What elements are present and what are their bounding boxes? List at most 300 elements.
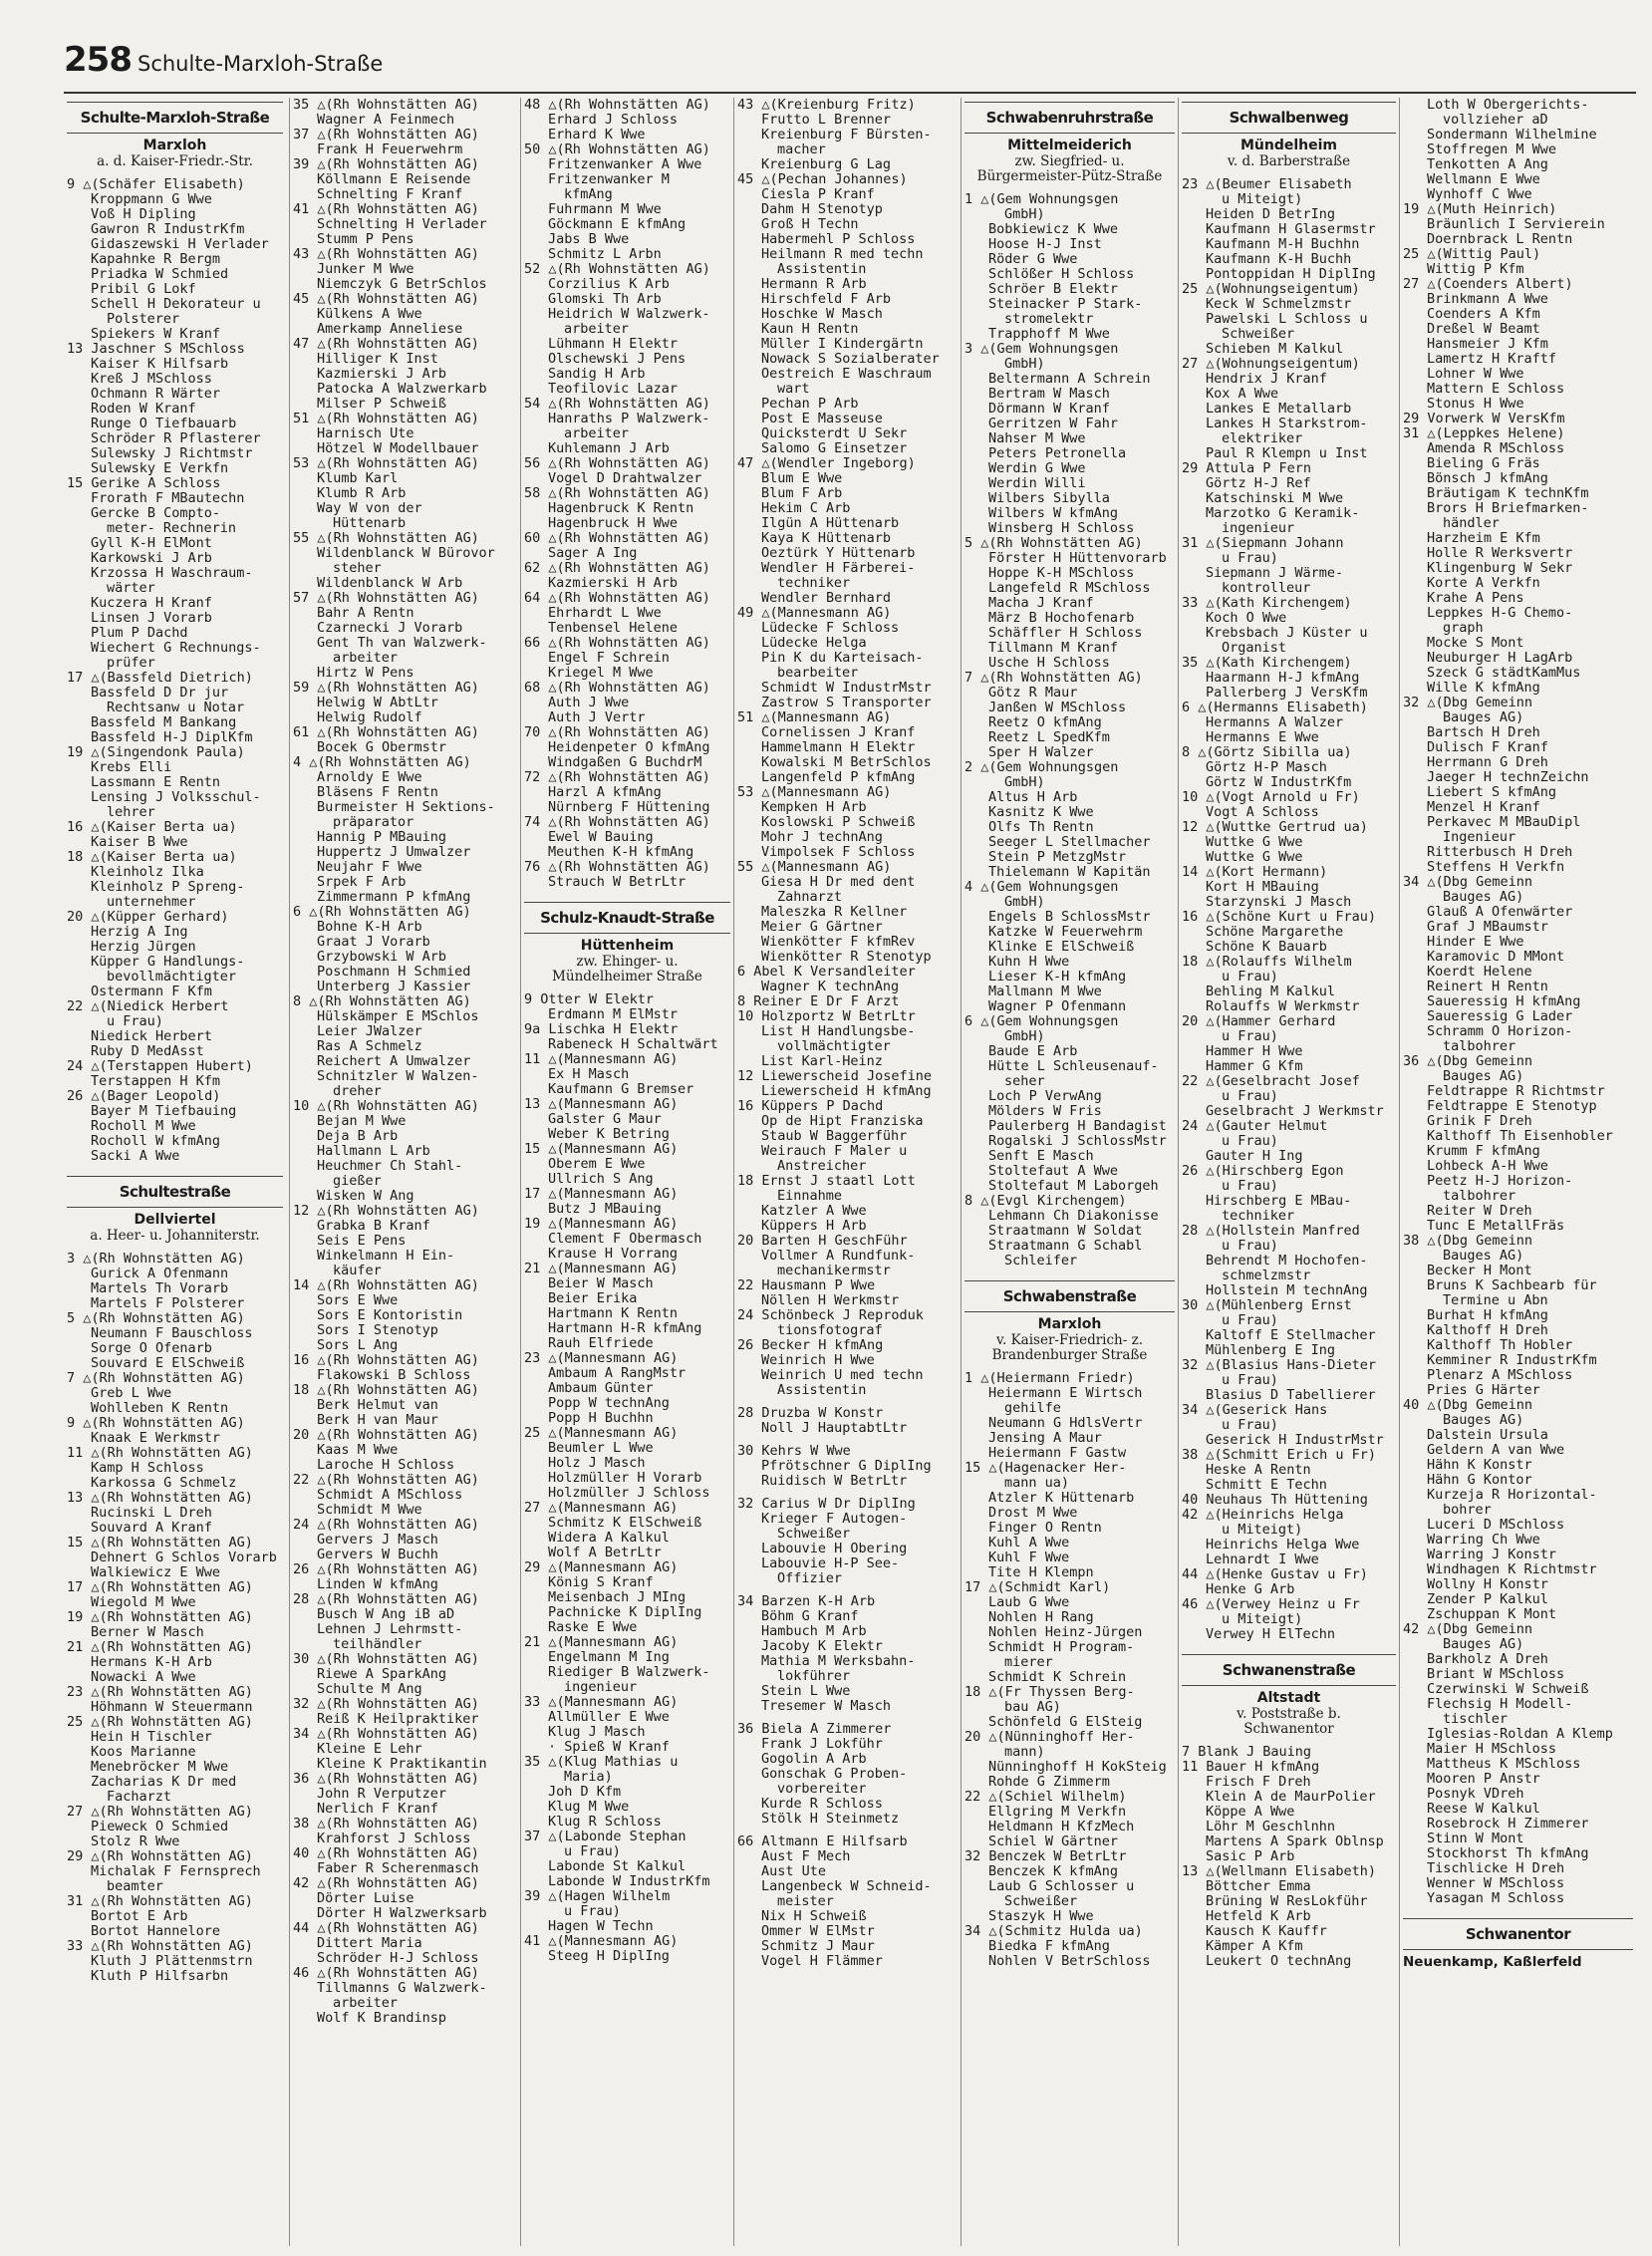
resident-entry: gießer: [333, 1174, 382, 1189]
resident-entry: Klinke E ElSchweiß: [988, 940, 1135, 955]
resident-entry: Katzke W Feuerwehrm: [988, 925, 1143, 940]
column-6: [1178, 98, 1399, 2246]
resident-entry: Runge O Tiefbauarb: [91, 417, 237, 431]
house-entry: 31 △(Leppkes Helene): [1403, 426, 1565, 441]
resident-entry: Haarmann H-J kfmAng: [1206, 671, 1360, 686]
resident-entry: Corzilius K Arb: [548, 277, 670, 292]
house-entry: 8 △(Evgl Kirchengem): [964, 1194, 1127, 1209]
house-entry: 36 △(Rh Wohnstätten AG): [293, 1772, 479, 1787]
resident-entry: Neujahr F Wwe: [317, 860, 422, 875]
house-entry: 55 △(Rh Wohnstätten AG): [293, 531, 479, 546]
resident-entry: Wittig P Kfm: [1427, 262, 1524, 277]
resident-entry: u Frau): [1222, 1373, 1278, 1388]
resident-entry: Wienkötter F kfmRev: [761, 935, 916, 950]
resident-entry: Hötzel W Modellbauer: [317, 441, 479, 456]
resident-entry: Kreß J MSchloss: [91, 372, 212, 387]
house-entry: 47 △(Wendler Ingeborg): [737, 456, 916, 471]
resident-entry: Altus H Arb: [988, 790, 1078, 805]
resident-entry: graph: [1443, 621, 1484, 636]
resident-entry: GmbH): [1004, 895, 1045, 910]
house-entry: 11 Bauer H kfmAng: [1182, 1760, 1320, 1775]
resident-entry: Mooren P Anstr: [1427, 1772, 1540, 1787]
resident-entry: Harzheim E Kfm: [1427, 531, 1540, 546]
resident-entry: Götz R Maur: [988, 686, 1078, 701]
resident-entry: Beltermann A Schrein: [988, 372, 1151, 387]
resident-entry: Grzybowski W Arb: [317, 950, 447, 965]
resident-entry: Poschmann H Schmied: [317, 965, 471, 980]
resident-entry: März B Hochofenarb: [988, 611, 1135, 626]
house-entry: 72 △(Rh Wohnstätten AG): [524, 770, 710, 785]
resident-entry: Grinik F Dreh: [1427, 1114, 1532, 1129]
resident-entry: Martels F Polsterer: [91, 1296, 245, 1311]
resident-entry: Thielemann W Kapitän: [988, 865, 1151, 880]
resident-entry: Helwig Rudolf: [317, 710, 422, 725]
resident-entry: Krebsbach J Küster u: [1206, 626, 1368, 641]
house-entry: 44 △(Rh Wohnstätten AG): [293, 1921, 479, 1936]
house-entry: 35 △(Kath Kirchengem): [1182, 656, 1352, 671]
house-entry: 41 △(Rh Wohnstätten AG): [293, 202, 479, 217]
resident-entry: GmbH): [1004, 207, 1045, 222]
district-name: Mittelmeiderich: [1007, 138, 1132, 153]
resident-entry: Heiermann F Gastw: [988, 1446, 1127, 1461]
street-location: Brandenburger Straße: [991, 1347, 1148, 1363]
resident-entry: bevollmächtigter: [107, 970, 237, 985]
resident-entry: Kroppmann G Wwe: [91, 192, 212, 207]
resident-entry: Dehnert G Schlos Vorarb: [91, 1551, 277, 1565]
resident-entry: Wellmann E Wwe: [1427, 172, 1540, 187]
resident-entry: talbohrer: [1443, 1189, 1516, 1204]
resident-entry: u Frau): [564, 1904, 621, 1919]
resident-entry: Deja B Arb: [317, 1129, 399, 1144]
column-7: [1399, 98, 1636, 2246]
resident-entry: Coenders A Kfm: [1427, 307, 1540, 322]
resident-entry: Kleinholz P Spreng-: [91, 880, 245, 895]
resident-entry: Biedka F kfmAng: [988, 1939, 1110, 1954]
resident-entry: Hirschberg E MBau-: [1206, 1194, 1352, 1209]
resident-entry: Starzynski J Masch: [1206, 895, 1352, 910]
resident-entry: Joh D Kfm: [548, 1785, 622, 1800]
resident-entry: Ewel W Bauing: [548, 830, 654, 845]
house-entry: 28 △(Hollstein Manfred: [1182, 1224, 1360, 1239]
resident-entry: List H Handlungsbe-: [761, 1024, 916, 1039]
resident-entry: Lühmann H Elektr: [548, 337, 679, 352]
house-entry: 33 △(Rh Wohnstätten AG): [67, 1939, 253, 1954]
house-entry: 54 △(Rh Wohnstätten AG): [524, 397, 710, 412]
resident-entry: Rolauffs W Werkmstr: [1206, 999, 1360, 1014]
resident-entry: Hagenbruck K Rentn: [548, 501, 694, 516]
house-entry: 20 △(Hammer Gerhard: [1182, 1014, 1336, 1029]
house-entry: 16 △(Schöne Kurt u Frau): [1182, 910, 1377, 925]
resident-entry: Laub G Wwe: [988, 1595, 1070, 1610]
house-entry: 7 △(Rh Wohnstätten AG): [964, 671, 1143, 686]
resident-entry: Unterberg J Kassier: [317, 980, 471, 994]
house-entry: 12 △(Wuttke Gertrud ua): [1182, 820, 1368, 835]
resident-entry: Schmidt H Program-: [988, 1640, 1135, 1655]
house-entry: 9 Otter W Elektr: [524, 992, 655, 1007]
house-entry: 24 △(Gauter Helmut: [1182, 1119, 1328, 1134]
column-4: [733, 98, 961, 2246]
resident-entry: Anstreicher: [777, 1159, 867, 1174]
resident-entry: Kaiser B Wwe: [91, 835, 188, 850]
resident-entry: Röder G Wwe: [988, 252, 1078, 267]
resident-entry: Karkossa G Schmelz: [91, 1476, 237, 1491]
resident-entry: Harnisch Ute: [317, 426, 414, 441]
house-entry: 23 △(Beumer Elisabeth: [1182, 177, 1352, 192]
resident-entry: Flakowski B Schloss: [317, 1368, 471, 1383]
resident-entry: Popp W technAng: [548, 1396, 670, 1411]
resident-entry: GmbH): [1004, 357, 1045, 372]
resident-entry: Atzler K Hüttenarb: [988, 1491, 1135, 1506]
resident-entry: händler: [1443, 516, 1500, 531]
resident-entry: Schöne Margarethe: [1206, 925, 1344, 940]
spacer: [964, 184, 1175, 192]
resident-entry: Sager A Ing: [548, 546, 638, 561]
house-entry: 18 Ernst J staatl Lott: [737, 1174, 916, 1189]
resident-entry: GmbH): [1004, 1029, 1045, 1044]
house-entry: 4 △(Rh Wohnstätten AG): [293, 755, 471, 770]
house-entry: 6 △(Gem Wohnungsgen: [964, 1014, 1119, 1029]
resident-entry: Pallerberg J VersKfm: [1206, 686, 1368, 701]
resident-entry: Nix H Schweiß: [761, 1909, 867, 1924]
house-entry: 42 △(Dbg Gemeinn: [1403, 1622, 1533, 1637]
resident-entry: Langefeld R MSchloss: [988, 581, 1151, 596]
column-5: [961, 98, 1178, 2246]
resident-entry: Kreienburg G Lag: [761, 157, 892, 172]
house-entry: 51 △(Rh Wohnstätten AG): [293, 412, 479, 426]
resident-entry: Menebröcker M Wwe: [91, 1760, 229, 1775]
house-entry: 74 △(Rh Wohnstätten AG): [524, 815, 710, 830]
resident-entry: Wagner A Feinmech: [317, 113, 455, 128]
resident-entry: Burhat H kfmAng: [1427, 1308, 1548, 1323]
street-heading: Schwabenstraße: [964, 1280, 1175, 1312]
resident-entry: Kaufmann K-H Buchh: [1206, 252, 1352, 267]
resident-entry: Kreienburg F Bürsten-: [761, 128, 932, 142]
resident-entry: Hekim C Arb: [761, 501, 851, 516]
house-entry: 26 △(Hirschberg Egon: [1182, 1164, 1344, 1179]
resident-entry: u Frau): [107, 1014, 163, 1029]
resident-entry: Winsberg H Schloss: [988, 521, 1135, 536]
resident-entry: Förster H Hüttenvorarb: [988, 551, 1167, 566]
house-entry: 8 Reiner E Dr F Ärzt: [737, 994, 900, 1009]
house-entry: 60 △(Rh Wohnstätten AG): [524, 531, 710, 546]
resident-entry: Görtz H-P Masch: [1206, 760, 1327, 775]
house-entry: 48 △(Rh Wohnstätten AG): [524, 98, 710, 113]
spacer: [1182, 1737, 1396, 1745]
resident-entry: Ambaum Günter: [548, 1381, 654, 1396]
resident-entry: Feldtrappe R Richtmstr: [1427, 1084, 1605, 1099]
resident-entry: Arnoldy E Wwe: [317, 770, 422, 785]
resident-entry: Tenbensel Helene: [548, 621, 679, 636]
resident-entry: Leppkes H-G Chemo-: [1427, 606, 1573, 621]
resident-entry: Geselbracht J Werkmstr: [1206, 1104, 1384, 1119]
house-entry: 68 △(Rh Wohnstätten AG): [524, 681, 710, 696]
resident-entry: Katschinski M Wwe: [1206, 491, 1344, 506]
resident-entry: Iglesias-Roldan A Klemp: [1427, 1727, 1613, 1742]
house-entry: 49 △(Mannesmann AG): [737, 606, 892, 621]
resident-entry: Krahforst J Schloss: [317, 1832, 471, 1846]
street-heading: Schwanenstraße: [1182, 1654, 1396, 1686]
resident-entry: Hermans K-H Arb: [91, 1655, 212, 1670]
street-heading: Schulte-Marxloh-Straße: [67, 102, 283, 134]
resident-entry: Bertram W Masch: [988, 387, 1110, 402]
district-name: Mündelheim: [1239, 138, 1338, 153]
resident-entry: steher: [333, 561, 382, 576]
house-entry: 26 Becker H kfmAng: [737, 1338, 884, 1353]
resident-entry: Stein P MetzgMstr: [988, 850, 1127, 865]
resident-entry: Bauges AG): [1443, 890, 1524, 905]
resident-entry: Dörter H Walzwerksarb: [317, 1906, 487, 1921]
resident-entry: Hoppe K-H MSchloss: [988, 566, 1135, 581]
house-entry: 38 △(Dbg Gemeinn: [1403, 1234, 1533, 1249]
resident-entry: Saueressig G Lader: [1427, 1009, 1573, 1024]
resident-entry: Hoose H-J Inst: [988, 237, 1102, 252]
resident-entry: Janßen W MSchloss: [988, 701, 1127, 715]
street-heading: Schwabenruhrstraße: [964, 102, 1175, 134]
resident-entry: Wille K kfmAng: [1427, 681, 1540, 696]
house-entry: 22 △(Niedick Herbert: [67, 999, 229, 1014]
resident-entry: u Frau): [1222, 1089, 1278, 1104]
resident-entry: Spiekers W Kranf: [91, 327, 221, 342]
resident-entry: Stolz R Wwe: [91, 1834, 180, 1849]
house-entry: 46 △(Rh Wohnstätten AG): [293, 1966, 479, 1981]
resident-entry: Ruby D MedAsst: [91, 1044, 204, 1059]
resident-entry: Sasic P Arb: [1206, 1849, 1295, 1864]
house-entry: 7 △(Rh Wohnstätten AG): [67, 1371, 245, 1386]
resident-entry: Schmitt E Techn: [1206, 1478, 1327, 1493]
resident-entry: Staszyk H Wwe: [988, 1909, 1094, 1924]
resident-entry: Schmitz K ElSchweiß: [548, 1516, 702, 1531]
spacer: [524, 985, 730, 992]
resident-entry: Wiegold M Wwe: [91, 1595, 196, 1610]
resident-entry: Erhard J Schloss: [548, 113, 679, 128]
resident-entry: Niedick Herbert: [91, 1029, 212, 1044]
resident-entry: Czerwinski W Schweiß: [1427, 1682, 1589, 1697]
resident-entry: · Spieß W Kranf: [548, 1740, 670, 1755]
resident-entry: Windgaßen G BuchdrM: [548, 755, 702, 770]
resident-entry: Hambuch M Arb: [761, 1624, 867, 1639]
resident-entry: Lehnen J Lehrmstt-: [317, 1622, 463, 1637]
resident-entry: Burmeister H Sektions-: [317, 800, 495, 815]
resident-entry: Dörter Luise: [317, 1891, 414, 1906]
resident-entry: Hanraths P Walzwerk-: [548, 412, 710, 426]
resident-entry: gehilfe: [1004, 1401, 1061, 1416]
resident-entry: Terstappen H Kfm: [91, 1074, 221, 1089]
house-entry: 53 △(Mannesmann AG): [737, 785, 892, 800]
resident-entry: Kasnitz K Wwe: [988, 805, 1094, 820]
spacer: [737, 1586, 958, 1594]
resident-entry: Kox A Wwe: [1206, 387, 1279, 402]
house-entry: 13 △(Wellmann Elisabeth): [1182, 1864, 1377, 1879]
resident-entry: Bruns K Sachbearb für: [1427, 1278, 1597, 1293]
resident-entry: Dalstein Ursula: [1427, 1428, 1548, 1443]
resident-entry: Maleszka R Kellner: [761, 905, 908, 920]
resident-entry: Lassmann E Rentn: [91, 775, 221, 790]
resident-entry: Quicksterdt U Sekr: [761, 426, 908, 441]
resident-entry: Pries G Härter: [1427, 1383, 1540, 1398]
resident-entry: meister: [777, 1894, 834, 1909]
resident-entry: Tischlicke H Dreh: [1427, 1861, 1565, 1876]
resident-entry: Bobkiewicz K Wwe: [988, 222, 1119, 237]
resident-entry: Engels B SchlossMstr: [988, 910, 1151, 925]
resident-entry: Stumm P Pens: [317, 232, 414, 247]
resident-entry: Heldmann H KfzMech: [988, 1820, 1135, 1834]
resident-entry: Ingenieur: [1443, 830, 1516, 845]
resident-entry: Post E Masseuse: [761, 412, 883, 426]
resident-entry: Oberem E Wwe: [548, 1157, 646, 1172]
resident-entry: Fritzenwanker A Wwe: [548, 157, 702, 172]
resident-entry: Holzmüller J Schloss: [548, 1486, 710, 1501]
resident-entry: Labonde St Kalkul: [548, 1859, 687, 1874]
house-entry: 43 △(Kreienburg Fritz): [737, 98, 916, 113]
resident-entry: Gawron R IndustrKfm: [91, 222, 245, 237]
resident-entry: Maria): [564, 1770, 613, 1785]
house-entry: 10 △(Vogt Arnold u Fr): [1182, 790, 1360, 805]
resident-entry: Sondermann Wilhelmine: [1427, 128, 1597, 142]
page-number: 258: [64, 40, 132, 80]
house-entry: 34 Barzen K-H Arb: [737, 1594, 876, 1609]
resident-entry: Paul R Klempn u Inst: [1206, 446, 1368, 461]
resident-entry: u Miteigt): [1222, 192, 1303, 207]
resident-entry: teilhändler: [333, 1637, 422, 1652]
house-entry: 21 △(Mannesmann AG): [524, 1635, 679, 1650]
resident-entry: Ochmann R Wärter: [91, 387, 221, 402]
house-entry: 27 △(Mannesmann AG): [524, 1501, 679, 1516]
resident-entry: Reiter W Dreh: [1427, 1204, 1532, 1219]
district-name: Marxloh: [1037, 1316, 1102, 1332]
resident-entry: Schnelting H Verlader: [317, 217, 487, 232]
resident-entry: kfmAng: [564, 187, 613, 202]
resident-entry: Kalthoff Th Hobler: [1427, 1338, 1573, 1353]
resident-entry: Koch O Wwe: [1206, 611, 1287, 626]
spacer: [1182, 1642, 1396, 1650]
resident-entry: prüfer: [107, 656, 155, 671]
resident-entry: Gidaszewski H Verlader: [91, 237, 269, 252]
house-entry: 3 △(Gem Wohnungsgen: [964, 342, 1119, 357]
resident-entry: Dahm H Stenotyp: [761, 202, 883, 217]
resident-entry: Brors H Briefmarken-: [1427, 501, 1589, 516]
resident-entry: Becker H Mont: [1427, 1264, 1532, 1278]
resident-entry: Stockhorst Th kfmAng: [1427, 1846, 1589, 1861]
resident-entry: Stinn W Mont: [1427, 1832, 1524, 1846]
header-rule: [64, 92, 1636, 94]
resident-entry: Warring Ch Wwe: [1427, 1533, 1540, 1548]
resident-entry: Berk Helmut van: [317, 1398, 438, 1413]
resident-entry: Schröder H-J Schloss: [317, 1951, 479, 1966]
column-2: [289, 98, 520, 2246]
resident-entry: Roden W Kranf: [91, 402, 196, 417]
resident-entry: Werdin Willi: [988, 476, 1086, 491]
district-name: Hüttenheim: [580, 938, 675, 954]
house-entry: 42 △(Rh Wohnstätten AG): [293, 1876, 479, 1891]
resident-entry: GmbH): [1004, 775, 1045, 790]
house-entry: 24 △(Terstappen Hubert): [67, 1059, 253, 1074]
resident-entry: Galster G Maur: [548, 1112, 662, 1127]
resident-entry: Berner W Masch: [91, 1625, 204, 1640]
resident-entry: Wilbers W kfmAng: [988, 506, 1119, 521]
resident-entry: Gauter H Ing: [1206, 1149, 1303, 1164]
resident-entry: Krumm F kfmAng: [1427, 1144, 1540, 1159]
resident-entry: beamter: [107, 1879, 163, 1894]
street-location: v. d. Barberstraße: [1227, 153, 1351, 169]
house-entry: 47 △(Rh Wohnstätten AG): [293, 337, 479, 352]
spacer: [737, 1489, 958, 1497]
resident-entry: Dulisch F Kranf: [1427, 740, 1548, 755]
house-entry: 27 △(Coenders Albert): [1403, 277, 1573, 292]
house-entry: 4 △(Gem Wohnungsgen: [964, 880, 1119, 895]
resident-entry: Loth W Obergerichts-: [1427, 98, 1589, 113]
resident-entry: Bönsch J kfmAng: [1427, 471, 1548, 486]
resident-entry: Kazmierski H Arb: [548, 576, 679, 591]
resident-entry: Sorge O Ofenarb: [91, 1341, 212, 1356]
resident-entry: Weinrich H Wwe: [761, 1353, 875, 1368]
resident-entry: Hansmeier J Kfm: [1427, 337, 1548, 352]
resident-entry: mechanikermstr: [777, 1264, 891, 1278]
resident-entry: Hermanns E Wwe: [1206, 730, 1319, 745]
house-entry: 26 △(Bager Leopold): [67, 1089, 221, 1104]
resident-entry: Reinert H Rentn: [1427, 980, 1548, 994]
resident-entry: Luceri D MSchloss: [1427, 1518, 1565, 1533]
resident-entry: Winkelmann H Ein-: [317, 1249, 455, 1264]
resident-entry: Amerkamp Anneliese: [317, 322, 463, 337]
resident-entry: Sper H Walzer: [988, 745, 1094, 760]
resident-entry: Glomski Th Arb: [548, 292, 662, 307]
house-entry: 24 △(Rh Wohnstätten AG): [293, 1518, 479, 1533]
resident-entry: unternehmer: [107, 895, 196, 910]
resident-entry: Allmüller E Wwe: [548, 1710, 670, 1725]
resident-entry: Schramm O Horizon-: [1427, 1024, 1573, 1039]
street-location: zw. Ehinger- u.: [576, 954, 679, 970]
resident-entry: Kämper A Kfm: [1206, 1939, 1303, 1954]
resident-entry: Blasius D Tabellierer: [1206, 1388, 1376, 1403]
resident-entry: techniker: [1222, 1209, 1295, 1224]
resident-entry: Hallmann L Arb: [317, 1144, 430, 1159]
resident-entry: Schulte M Ang: [317, 1682, 422, 1697]
resident-entry: Langenbeck W Schneid-: [761, 1879, 932, 1894]
house-entry: 18 △(Kaiser Berta ua): [67, 850, 237, 865]
resident-entry: Engel F Schrein: [548, 651, 670, 666]
resident-entry: wärter: [107, 581, 155, 596]
house-entry: 11 △(Mannesmann AG): [524, 1052, 679, 1067]
resident-entry: List Karl-Heinz: [761, 1054, 883, 1069]
resident-entry: u Frau): [1222, 1134, 1278, 1149]
resident-entry: Heinrichs Helga Wwe: [1206, 1538, 1360, 1552]
house-entry: 13 △(Rh Wohnstätten AG): [67, 1491, 253, 1506]
house-entry: 34 △(Rh Wohnstätten AG): [293, 1727, 479, 1742]
resident-entry: Korte A Verkfn: [1427, 576, 1540, 591]
house-entry: 16 △(Kaiser Berta ua): [67, 820, 237, 835]
resident-entry: Senft E Masch: [988, 1149, 1094, 1164]
house-entry: 25 △(Mannesmann AG): [524, 1426, 679, 1441]
column-1: [64, 98, 286, 2246]
resident-entry: Barkholz A Dreh: [1427, 1652, 1548, 1667]
resident-entry: Kaiser K Hilfsarb: [91, 357, 229, 372]
house-entry: 20 Barten H GeschFühr: [737, 1234, 908, 1249]
resident-entry: Kazmierski J Arb: [317, 367, 447, 382]
resident-entry: Straatmann W Soldat: [988, 1224, 1143, 1239]
resident-entry: Tillmanns G Walzwerk-: [317, 1981, 487, 1996]
resident-entry: Pechan P Arb: [761, 397, 859, 412]
resident-entry: Holzmüller H Vorarb: [548, 1471, 702, 1486]
resident-entry: Lieser K-H kfmAng: [988, 970, 1127, 985]
resident-entry: Aust Ute: [761, 1864, 827, 1879]
resident-entry: Vollmer A Rundfunk-: [761, 1249, 916, 1264]
house-entry: 25 △(Wittig Paul): [1403, 247, 1541, 262]
resident-entry: Wenner W MSchloss: [1427, 1876, 1565, 1891]
resident-entry: Tunc E MetallFräs: [1427, 1219, 1565, 1234]
house-entry: 33 △(Kath Kirchengem): [1182, 596, 1352, 611]
house-entry: 40 △(Dbg Gemeinn: [1403, 1398, 1533, 1413]
house-entry: 17 △(Bassfeld Dietrich): [67, 671, 253, 686]
